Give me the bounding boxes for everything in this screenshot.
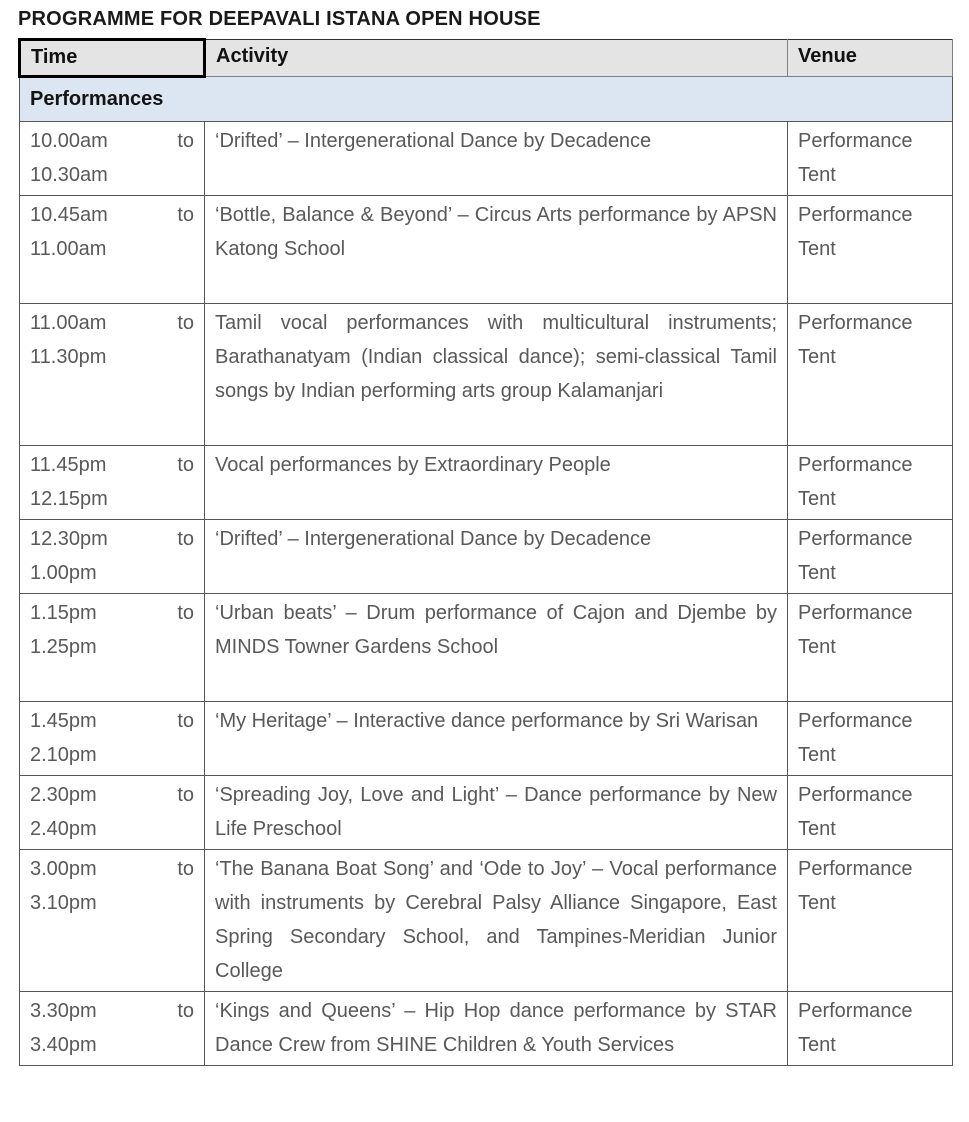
time-cell [20,594,205,702]
section-label: Performances [20,77,953,122]
column-header-venue: Venue [788,40,953,77]
time-connector: to [177,1000,194,1022]
table-row [20,520,953,594]
table-row [20,446,953,520]
time-connector: to [177,528,194,550]
venue-cell: Performance Tent [788,520,953,594]
table-row [20,122,953,196]
time-connector: to [177,312,194,334]
venue-cell: Performance Tent [788,196,953,304]
venue-cell: Performance Tent [788,304,953,446]
time-end: 10.30am [30,164,108,186]
activity-cell: ‘Kings and Queens’ – Hip Hop dance performance by STAR Dance Crew from SHINE Children & Youth Services [205,992,788,1066]
time-cell [20,446,205,520]
column-header-time: Time [20,40,205,77]
time-start: 11.45pm [30,454,107,476]
time-cell [20,520,205,594]
activity-cell: Vocal performances by Extraordinary People [205,446,788,520]
venue-cell: Performance Tent [788,850,953,992]
time-end: 12.15pm [30,488,108,510]
activity-cell: ‘The Banana Boat Song’ and ‘Ode to Joy’ – Vocal performance with instruments by Cerebral Palsy Alliance Singapore, East Spring Secondary School, and Tampines-Meridian Junior College [205,850,788,992]
time-end: 2.10pm [30,744,97,766]
table-row [20,594,953,702]
activity-cell: ‘Spreading Joy, Love and Light’ – Dance performance by New Life Preschool [205,776,788,850]
table-body [20,77,953,1066]
time-connector: to [177,710,194,732]
activity-cell: ‘Bottle, Balance & Beyond’ – Circus Arts performance by APSN Katong School [205,196,788,304]
time-cell [20,776,205,850]
time-end: 3.40pm [30,1034,97,1056]
time-range-line [30,778,194,812]
time-cell [20,196,205,304]
time-end: 3.10pm [30,892,97,914]
activity-cell: Tamil vocal performances with multicultural instruments; Barathanatyam (Indian classical dance); semi-classical Tamil songs by Indian performing arts group Kalamanjari [205,304,788,446]
time-cell [20,304,205,446]
header-row [20,40,953,77]
programme-table [18,38,953,1066]
time-connector: to [177,130,194,152]
venue-cell: Performance Tent [788,122,953,196]
time-range-line [30,994,194,1028]
table-row [20,776,953,850]
time-range-line [30,124,194,158]
time-end: 2.40pm [30,818,97,840]
activity-cell: ‘Drifted’ – Intergenerational Dance by Decadence [205,520,788,594]
time-start: 2.30pm [30,784,97,806]
time-start: 10.00am [30,130,108,152]
activity-cell: ‘My Heritage’ – Interactive dance performance by Sri Warisan [205,702,788,776]
time-cell [20,850,205,992]
column-header-activity: Activity [205,40,788,77]
venue-cell: Performance Tent [788,594,953,702]
time-cell [20,122,205,196]
time-end: 1.25pm [30,636,97,658]
time-connector: to [177,602,194,624]
venue-cell: Performance Tent [788,992,953,1066]
time-connector: to [177,204,194,226]
time-start: 1.15pm [30,602,97,624]
time-start: 11.00am [30,312,107,334]
time-connector: to [177,784,194,806]
time-cell [20,992,205,1066]
table-row [20,850,953,992]
venue-cell: Performance Tent [788,446,953,520]
table-row [20,304,953,446]
time-start: 3.00pm [30,858,97,880]
table-row [20,702,953,776]
activity-cell: ‘Urban beats’ – Drum performance of Cajon and Djembe by MINDS Towner Gardens School [205,594,788,702]
time-end: 11.00am [30,238,107,260]
time-range-line [30,522,194,556]
time-connector: to [177,454,194,476]
time-cell [20,702,205,776]
time-start: 12.30pm [30,528,108,550]
table-row [20,196,953,304]
time-end: 11.30pm [30,346,107,368]
time-start: 1.45pm [30,710,97,732]
venue-cell: Performance Tent [788,702,953,776]
time-range-line [30,448,194,482]
time-range-line [30,198,194,232]
table-row [20,992,953,1066]
time-start: 3.30pm [30,1000,97,1022]
venue-cell: Performance Tent [788,776,953,850]
time-start: 10.45am [30,204,108,226]
page-title: PROGRAMME FOR DEEPAVALI ISTANA OPEN HOUSE [18,8,541,30]
time-connector: to [177,858,194,880]
time-range-line [30,306,194,340]
activity-cell: ‘Drifted’ – Intergenerational Dance by Decadence [205,122,788,196]
section-row [20,77,953,122]
time-range-line [30,852,194,886]
time-range-line [30,596,194,630]
time-end: 1.00pm [30,562,97,584]
time-range-line [30,704,194,738]
